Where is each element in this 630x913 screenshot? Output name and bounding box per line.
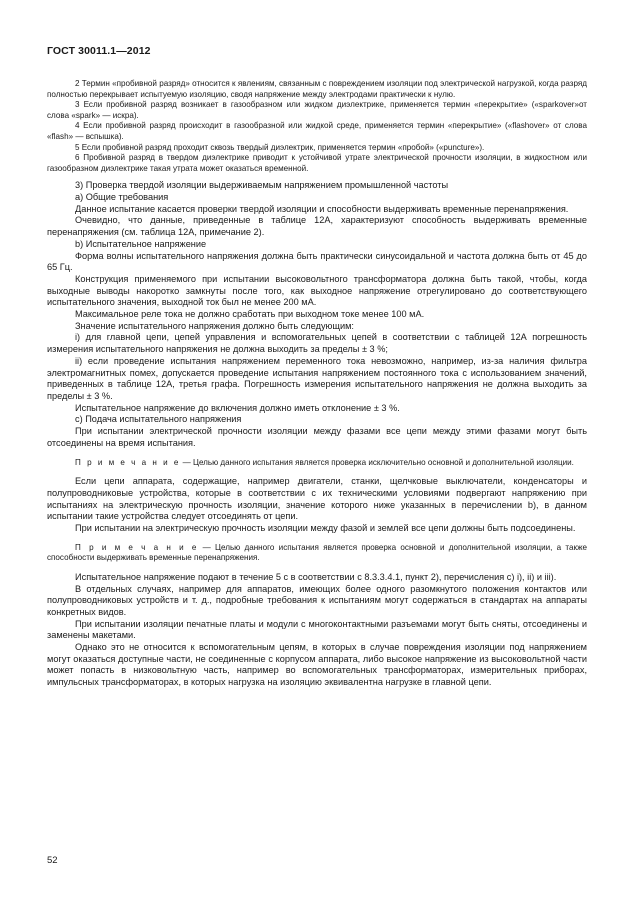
paragraph: Испытательное напряжение подают в течение 5 с в соответствии с 8.3.3.4.1, пункт 2), перечисления с) i), ii) и iii).	[75, 571, 557, 582]
paragraph: Испытательное напряжение до включения должно иметь отклонение ± 3 %.	[75, 402, 400, 413]
paragraph: 3) Проверка твердой изоляции выдерживаемым напряжением промышленной частоты	[75, 180, 449, 191]
note-label: П р и м е ч а н и е	[75, 457, 181, 467]
section-2	[47, 476, 587, 535]
paragraph: а) Общие требования	[75, 192, 169, 203]
document-header: ГОСТ 30011.1—2012	[47, 45, 151, 57]
paragraph: Максимальное реле тока не должно сработать при выходном токе менее 100 мА.	[75, 309, 425, 320]
section-3	[47, 572, 587, 689]
paragraph: Если цепи аппарата, содержащие, например двигатели, станки, щелчковые выключатели, конденсаторы и полупроводниковые устройства, которые в соответствии с их техническими условиями подвергают напряжению при испытаниях на электрическую прочность изоляции, значение которого ниже указанных в перечислении b), в данном испытании такие устройства следует отсоединять от цепи.	[47, 476, 587, 522]
note-paragraph: 6 Пробивной разряд в твердом диэлектрике приводит к устойчивой утрате электрической прочности изоляции, в жидкостном или газообразном диэлектрике такая утрата может оказаться временной.	[47, 153, 587, 173]
paragraph: Однако это не относится к вспомогательным цепям, в которых в случае повреждения изоляции под напряжением могут оказаться доступные части, не соединенные с корпусом аппарата, либо высокое напряжение из высоковольтной части может попасть в низковольтную часть, например во вспомогательных трансформаторах, измерительных приборах, импульсных трансформаторах, в которых нагрузка на изоляцию эквивалентна нагрузке в главной цепи.	[47, 642, 587, 688]
document-body	[47, 79, 587, 689]
paragraph: Значение испытательного напряжения должно быть следующим:	[75, 320, 354, 331]
note-text: — Целью данного испытания является проверка основной и дополнительной изоляции, а также способности выдерживать временные перенапряжения.	[47, 542, 587, 563]
notes-top	[47, 79, 587, 174]
paragraph: i) для главной цепи, цепей управления и вспомогательных цепей в соответствии с таблицей 12А погрешность измерения испытательного напряжения не должна выходить за пределы ± 3 %;	[47, 332, 587, 355]
note-1	[47, 458, 587, 469]
page-number: 52	[47, 855, 58, 866]
note-paragraph: 2 Термин «пробивной разряд» относится к явлениям, связанным с повреждением изоляции под электрической нагрузкой, когда разряд полностью перекрывает испытуемую изоляцию, сводя напряжение между электродами практически к нулю.	[47, 79, 587, 99]
paragraph: Очевидно, что данные, приведенные в таблице 12А, характеризуют способность выдерживать временные перенапряжения (см. таблица 12А, примечание 2).	[47, 215, 587, 238]
note-paragraph: 5 Если пробивной разряд проходит сквозь твердый диэлектрик, применяется термин «пробой» («puncture»).	[75, 142, 485, 152]
paragraph: ii) если проведение испытания напряжением переменного тока невозможно, например, из-за наличия фильтра электромагнитных помех, допускается проведение испытания напряжением постоянного тока с использованием значений, приведенных в таблице 12А, третья графа. Погрешность измерения испытательного напряжения не должна выходить за пределы ± 3 %.	[47, 355, 587, 401]
paragraph: В отдельных случаях, например для аппаратов, имеющих более одного разомкнутого положения контактов или полупроводниковых устройств и т. д., подробные требования к испытаниям могут содержаться в стандартах на аппараты конкретных видов.	[47, 583, 587, 617]
paragraph: Конструкция применяемого при испытании высоковольтного трансформатора должна быть такой, чтобы, когда выходные выводы накоротко замкнуты после того, как выходное напряжение отрегулировано до соответствующего испытательного значения, выходной ток был не менее 200 мА.	[47, 273, 587, 308]
paragraph: Данное испытание касается проверки твердой изоляции и способности выдерживать временные перенапряжения.	[75, 203, 569, 214]
note-label: П р и м е ч а н и е	[75, 542, 199, 552]
note-paragraph: 3 Если пробивной разряд возникает в газообразном или жидком диэлектрике, применяется термин «перекрытие» («sparkover»от слова «spark» — искра).	[47, 100, 587, 120]
note-paragraph: 4 Если пробивной разряд происходит в газообразной или жидкой среде, применяется термин «перекрытие» («flashover» от слова «flash» — вспышка).	[47, 121, 587, 141]
paragraph: с) Подача испытательного напряжения	[75, 414, 242, 425]
paragraph: При испытании изоляции печатные платы и модули с многоконтактными разъемами могут быть сняты, отсоединены и заменены макетами.	[47, 618, 587, 641]
section-1	[47, 180, 587, 449]
paragraph: b) Испытательное напряжение	[75, 238, 207, 249]
paragraph: При испытании электрической прочности изоляции между фазами все цепи между этими фазами могут быть отсоединены на время испытания.	[47, 426, 587, 448]
paragraph: При испытании на электрическую прочность изоляции между фазой и землей все цепи должны быть подсоединены.	[75, 522, 576, 533]
note-text: — Целью данного испытания является проверка исключительно основной и дополнительной изоляции.	[180, 457, 574, 467]
note-2	[47, 543, 587, 564]
paragraph: Форма волны испытательного напряжения должна быть практически синусоидальной и частота должна быть от 45 до 65 Гц.	[47, 250, 587, 273]
